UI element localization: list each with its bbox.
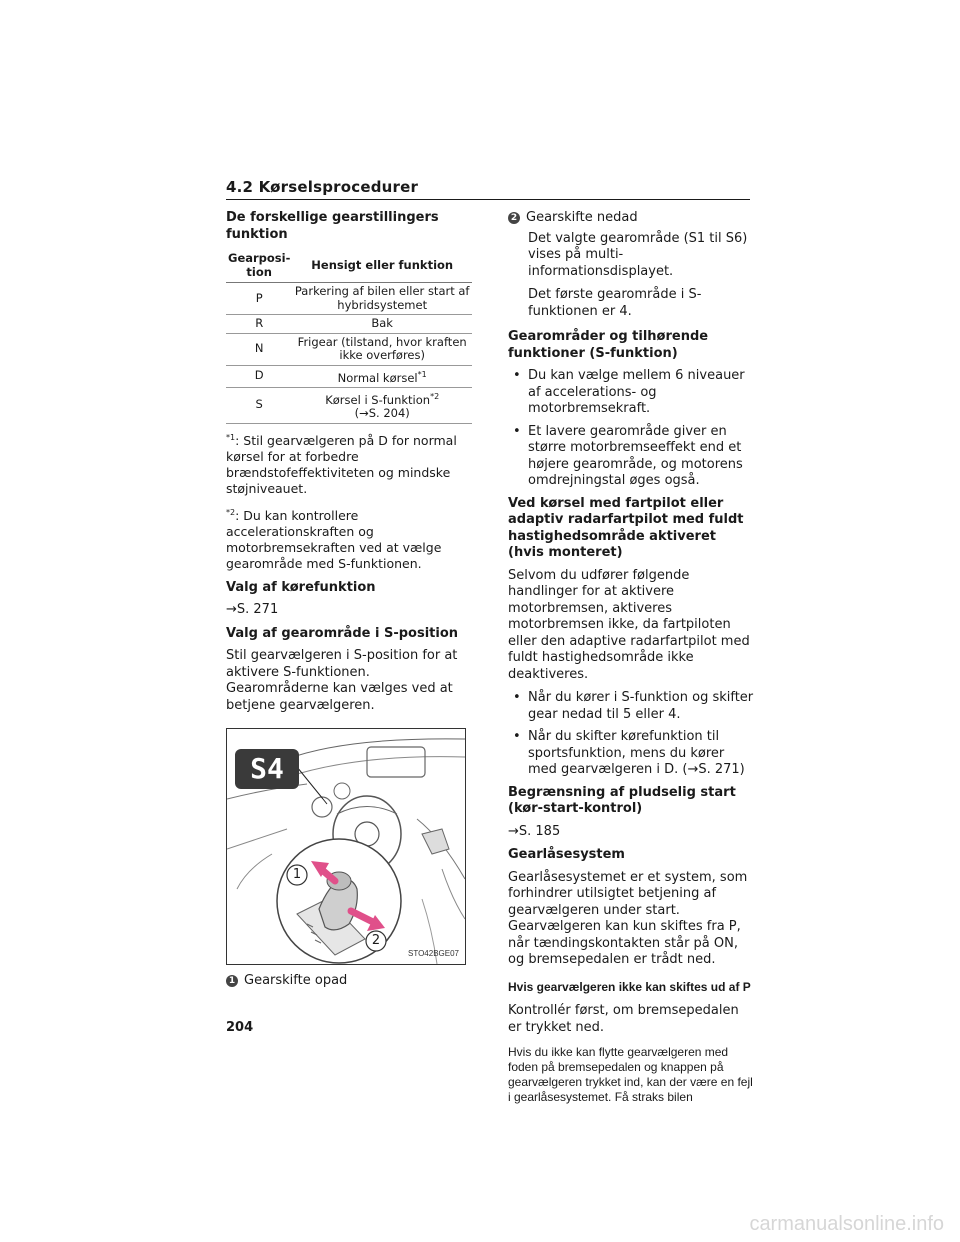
table-cell-function xyxy=(292,365,472,387)
table-cell-function xyxy=(292,387,472,423)
footnote-1 xyxy=(226,430,474,497)
table-header-function: Hensigt eller funktion xyxy=(292,249,472,283)
footnote-2 xyxy=(226,505,474,572)
table-row xyxy=(226,387,472,423)
table-cell-position: N xyxy=(226,333,292,365)
drive-mode-reference: →S. 271 xyxy=(226,602,279,618)
gear-ranges-list xyxy=(508,368,754,490)
table-row xyxy=(226,333,472,365)
list-item: • Du kan vælge mellem 6 niveauer af accelerations- og motorbremsekraft. xyxy=(508,368,754,418)
callout-2: 2 xyxy=(371,933,381,949)
number-badge-2: 2 xyxy=(508,212,520,224)
table-cell-position: P xyxy=(226,283,292,315)
callout-1: 1 xyxy=(292,867,302,883)
cannot-shift-note: Hvis du ikke kan flytte gearvælgeren med foden på bremsepedalen og knappen på gearvælgeren trykket ind, kan der være en fejl i gearlåsesystemet. Få straks bilen xyxy=(508,1045,753,1104)
function-text: Kørsel i S-funktion xyxy=(325,392,431,407)
footnote-ref: *1 xyxy=(417,369,427,379)
gear-shift-illustration xyxy=(226,728,466,965)
right-column xyxy=(508,210,754,1105)
s-position-text: Stil gearvælgeren i S-position for at aktivere S-funktionen. Gearområderne kan vælges ved at betjene gearvælgeren. xyxy=(226,648,458,713)
left-column xyxy=(226,210,474,997)
footnote-mark: *2 xyxy=(226,507,236,517)
cruise-control-list xyxy=(508,690,754,779)
gear-ranges-heading: Gearområder og tilhørende funktioner (S-funktion) xyxy=(508,329,709,361)
page-reference: (→S. 204) xyxy=(354,406,410,421)
footnote-ref: *2 xyxy=(430,391,440,401)
item-shift-up xyxy=(226,973,474,990)
watermark: carmanualsonline.info xyxy=(749,1213,944,1235)
table-row xyxy=(226,283,472,315)
table-cell-position: D xyxy=(226,365,292,387)
cannot-shift-heading: Hvis gearvælgeren ikke kan skiftes ud af P xyxy=(508,979,751,994)
table-cell-function: Frigear (tilstand, hvor kraften ikke overføres) xyxy=(292,333,472,365)
gear-functions-heading: De forskellige gearstillingers funktion xyxy=(226,210,439,242)
shift-lock-heading: Gearlåsesystem xyxy=(508,847,625,862)
drive-mode-heading: Valg af kørefunktion xyxy=(226,579,376,595)
table-cell-function: Bak xyxy=(292,315,472,334)
footnote-text: : Du kan kontrollere accelerationskraften og motorbremsekraften ved at vælge gearområde med S-funktionen. xyxy=(226,507,442,571)
list-item: • Når du kører i S-funktion og skifter gear nedad til 5 eller 4. xyxy=(508,690,754,723)
page-number: 204 xyxy=(226,1020,254,1035)
list-item: • Når du skifter kørefunktion til sportsfunktion, mens du kører med gearvælgeren i D. (→S. 271) xyxy=(508,729,754,779)
gear-position-table xyxy=(226,249,472,424)
figure-code: STO42BGE07 xyxy=(408,948,459,958)
item-shift-down xyxy=(508,210,754,227)
footnote-text: : Stil gearvælgeren på D for normal kørsel for at forbedre brændstofeffektiviteten og mindske støjniveauet. xyxy=(226,432,457,496)
table-cell-position: R xyxy=(226,315,292,334)
table-row xyxy=(226,315,472,334)
function-text: Normal kørsel xyxy=(337,370,418,385)
item-2-description-1: Det valgte gearområde (S1 til S6) vises på multi-informationsdisplayet. xyxy=(528,230,748,279)
list-item: • Et lavere gearområde giver en større motorbremseeffekt end et højere gearområde, og motorens omdrejningstal øges også. xyxy=(508,424,754,490)
table-cell-position: S xyxy=(226,387,292,423)
table-header-position: Gearposi-tion xyxy=(226,249,292,283)
number-badge-1: 1 xyxy=(226,975,238,987)
item-text: Gearskifte opad xyxy=(244,973,348,989)
table-row xyxy=(226,365,472,387)
section-header: 4.2 Kørselsprocedurer xyxy=(226,178,750,200)
item-text: Gearskifte nedad xyxy=(526,210,638,225)
start-control-heading: Begrænsning af pludselig start (kør-start-kontrol) xyxy=(508,784,736,816)
footnote-mark: *1 xyxy=(226,432,236,442)
table-cell-function: Parkering af bilen eller start af hybridsystemet xyxy=(292,283,472,315)
cruise-control-heading: Ved kørsel med fartpilot eller adaptiv radarfartpilot med fuldt hastighedsområde aktiveret (hvis monteret) xyxy=(508,495,744,560)
s4-display-label: S4 xyxy=(250,752,284,786)
cruise-control-text: Selvom du udfører følgende handlinger for at aktivere motorbremsen, aktiveres motorbremsen ikke, da fartpiloten eller den adaptive radarfartpilot med fuldt hastighedsområde ikke deaktiveres. xyxy=(508,567,750,682)
item-2-description-2: Det første gearområde i S-funktionen er 4. xyxy=(528,287,702,319)
shift-lock-text: Gearlåsesystemet er et system, som forhindrer utilsigtet betjening af gearvælgeren under start. Gearvælgeren kan kun skiftes fra P, når tændingskontakten står på ON, og bremsepedalen er trådt ned. xyxy=(508,869,748,967)
start-control-reference: →S. 185 xyxy=(508,823,561,839)
cannot-shift-text: Kontrollér først, om bremsepedalen er trykket ned. xyxy=(508,1003,739,1035)
s-position-heading: Valg af gearområde i S-position xyxy=(226,625,459,641)
